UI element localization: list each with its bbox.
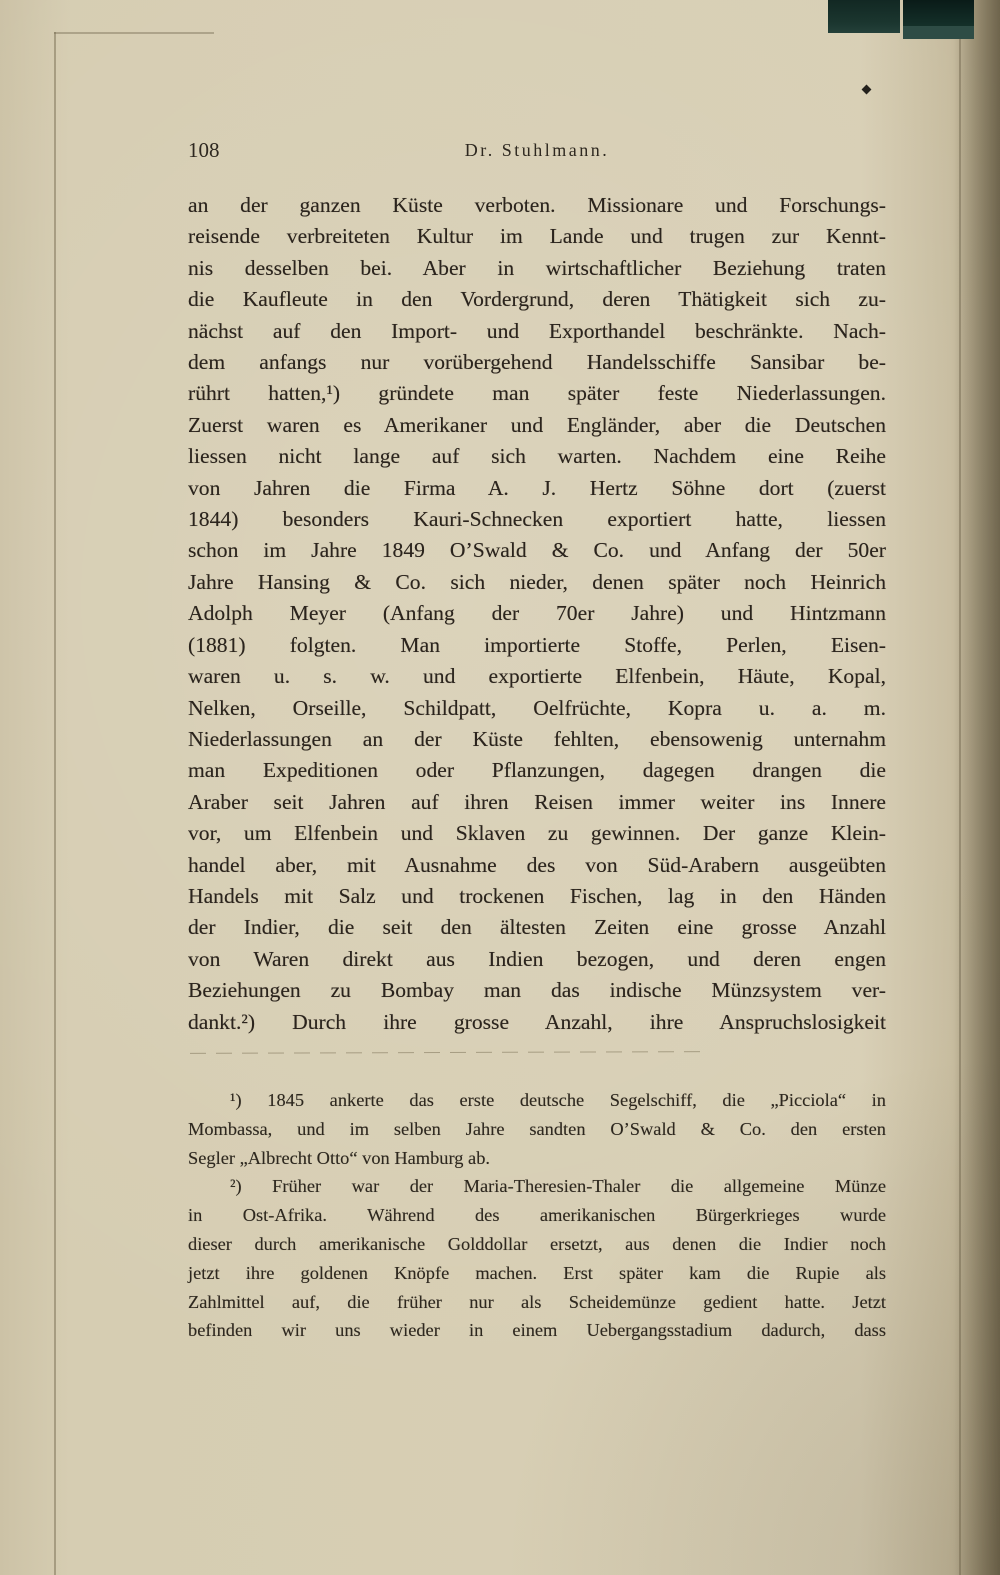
footnotes [188, 1086, 886, 1345]
footnote-line: Segler „Albrecht Otto“ von Hamburg ab. [188, 1147, 490, 1168]
body-text-line: Niederlassungen an der Küste fehlten, ebensowenig unternahm [188, 726, 886, 751]
body-text-line: die Kaufleute in den Vordergrund, deren Thätigkeit sich zu- [188, 287, 886, 312]
footnote-line: dieser durch amerikanische Golddollar ersetzt, aus denen die Indier noch [188, 1233, 886, 1254]
body-text-line: Beziehungen zu Bombay man das indische Münzsystem ver- [188, 978, 886, 1003]
paper-crease-line [190, 1051, 710, 1054]
body-text-line: rührt hatten,¹) gründete man später feste Niederlassungen. [188, 381, 886, 406]
body-text-line: waren u. s. w. und exportierte Elfenbein, Häute, Kopal, [188, 664, 886, 689]
body-text-line: liessen nicht lange auf sich warten. Nachdem eine Reihe [188, 444, 886, 469]
body-text-line: Handels mit Salz und trockenen Fischen, lag in den Händen [188, 883, 886, 908]
ink-speck-diamond [862, 85, 872, 95]
footnote-line: ²) Früher war der Maria-Theresien-Thaler die allgemeine Münze [230, 1176, 886, 1197]
page-edge-left-line [54, 32, 56, 1575]
body-text-line: (1881) folgten. Man importierte Stoffe, Perlen, Eisen- [188, 632, 886, 657]
footnote-line: befinden wir uns wieder in einem Uebergangsstadium dadurch, dass [188, 1320, 886, 1341]
body-text-line: Adolph Meyer (Anfang der 70er Jahre) und Hintzmann [188, 601, 886, 626]
body-text-line: handel aber, mit Ausnahme des von Süd-Arabern ausgeübten [188, 852, 886, 877]
body-text-line: 1844) besonders Kauri-Schnecken exportiert hatte, liessen [188, 507, 886, 532]
footnote-line: in Ost-Afrika. Während des amerikanischen Bürgerkrieges wurde [188, 1205, 886, 1226]
running-header: Dr. Stuhlmann. [464, 140, 610, 160]
body-text-line: Jahre Hansing & Co. sich nieder, denen später noch Heinrich [188, 569, 886, 594]
body-text-line: Nelken, Orseille, Schildpatt, Oelfrüchte, Kopra u. a. m. [188, 695, 886, 720]
body-text-line: der Indier, die seit den ältesten Zeiten eine grosse Anzahl [188, 915, 886, 940]
footnote-line: jetzt ihre goldenen Knöpfe machen. Erst später kam die Rupie als [188, 1262, 886, 1283]
page-header [188, 138, 886, 168]
body-text [188, 190, 886, 1038]
footnote-line: Zahlmittel auf, die früher nur als Scheidemünze gedient hatte. Jetzt [188, 1291, 886, 1312]
body-text-line: vor, um Elfenbein und Sklaven zu gewinnen. Der ganze Klein- [188, 821, 886, 846]
body-text-line: von Waren direkt aus Indien bezogen, und deren engen [188, 946, 886, 971]
body-text-line: reisende verbreiteten Kultur im Lande und trugen zur Kennt- [188, 224, 886, 249]
body-text-line: schon im Jahre 1849 O’Swald & Co. und Anfang der 50er [188, 538, 886, 563]
body-text-line: an der ganzen Küste verboten. Missionare und Forschungs- [188, 193, 886, 217]
page-edge-right-line [959, 0, 961, 1575]
body-text-line: dankt.²) Durch ihre grosse Anzahl, ihre Anspruchslosigkeit [188, 1009, 886, 1034]
footnote-line: Mombassa, und im selben Jahre sandten O’Swald & Co. den ersten [188, 1118, 886, 1139]
page-edge-top-line [54, 32, 214, 34]
body-text-line: nis desselben bei. Aber in wirtschaftlicher Beziehung traten [188, 255, 886, 280]
page-number: 108 [188, 138, 220, 162]
scan-artifact-dark-band-right [903, 0, 974, 26]
body-text-line: von Jahren die Firma A. J. Hertz Söhne dort (zuerst [188, 475, 886, 500]
body-text-line: dem anfangs nur vorübergehend Handelsschiffe Sansibar be- [188, 350, 886, 375]
body-text-line: Zuerst waren es Amerikaner und Engländer, aber die Deutschen [188, 412, 886, 437]
footnote-line: ¹) 1845 ankerte das erste deutsche Segelschiff, die „Picciola“ in [230, 1090, 886, 1110]
body-text-line: man Expeditionen oder Pflanzungen, dagegen drangen die [188, 758, 886, 783]
scan-artifact-dark-band-left [828, 0, 900, 33]
body-text-line: Araber seit Jahren auf ihren Reisen immer weiter ins Innere [188, 789, 886, 814]
body-text-line: nächst auf den Import- und Exporthandel beschränkte. Nach- [188, 318, 886, 343]
scan-artifact-dark-band-step [903, 26, 974, 39]
